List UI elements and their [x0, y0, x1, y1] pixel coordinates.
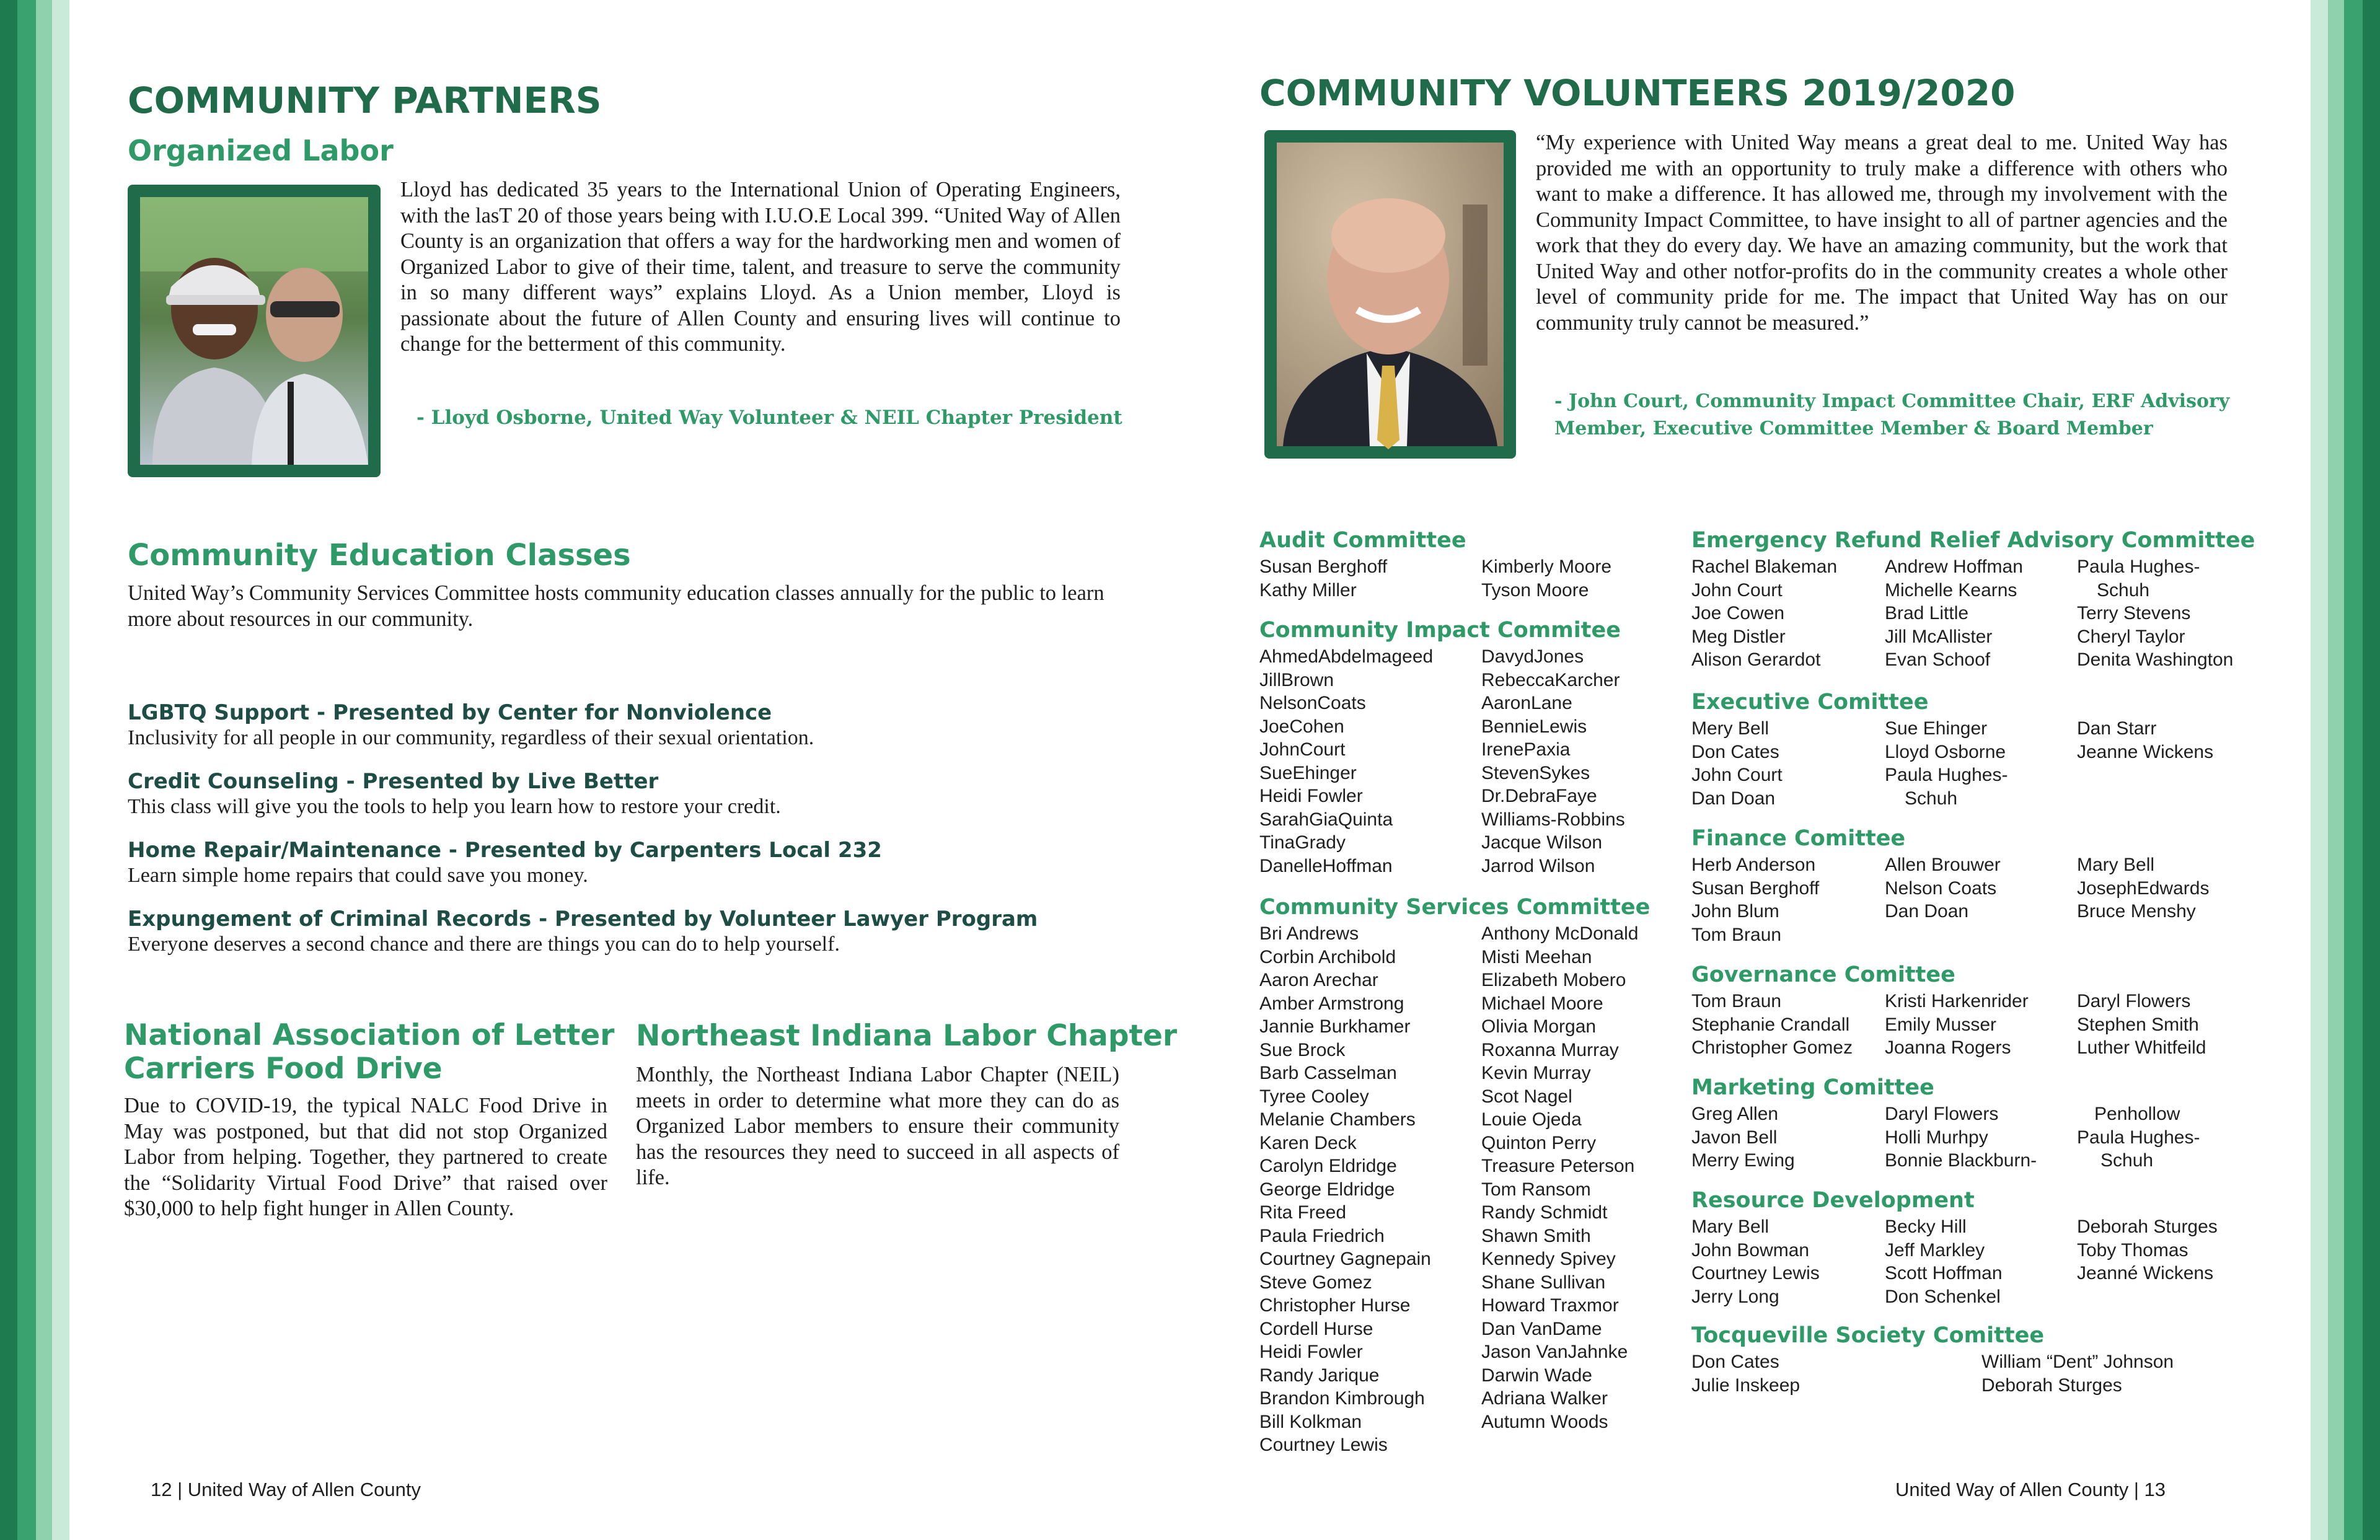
- community-impact-committee: [1259, 618, 1625, 876]
- committee-member: Dan VanDame: [1481, 1318, 1602, 1339]
- class-item: [128, 769, 1144, 838]
- committee-member: Scott Hoffman: [1885, 1263, 2003, 1283]
- committee-col-2: [1885, 1102, 2037, 1173]
- committee-member: JohnCourt: [1259, 739, 1346, 760]
- class-item: [128, 838, 1144, 907]
- committee-member: Kristi Harkenrider: [1885, 991, 2029, 1011]
- committee-member: Herb Anderson: [1691, 855, 1816, 875]
- class-description: This class will give you the tools to help you learn how to restore your credit.: [128, 795, 781, 818]
- right-edge-stripe-1: [2363, 0, 2380, 1540]
- committee-title: Community Services Committee: [1259, 895, 1651, 920]
- neil-title: Northeast Indiana Labor Chapter: [636, 1019, 1178, 1053]
- committee-col-1: [1259, 645, 1433, 878]
- organized-labor-title: Organized Labor: [128, 134, 394, 167]
- committee-member: Scot Nagel: [1481, 1086, 1572, 1107]
- committee-member: AhmedAbdelmageed: [1259, 646, 1434, 667]
- committee-member: SarahGiaQuinta: [1259, 809, 1393, 830]
- committee-member: Alison Gerardot: [1691, 649, 1821, 670]
- committee-col-2: [1885, 555, 2023, 672]
- committee-member: Shane Sullivan: [1481, 1272, 1606, 1293]
- committee-member: Susan Berghoff: [1691, 878, 1820, 899]
- committee-member: Daryl Flowers: [1885, 1104, 1999, 1124]
- organized-labor-photo: [128, 185, 381, 477]
- committee-title: Audit Committee: [1259, 528, 1466, 553]
- committee-member: Kimberly Moore: [1481, 557, 1612, 577]
- committee-member: Paula Hughes-: [1885, 765, 2008, 785]
- left-edge-stripe-2: [17, 0, 36, 1540]
- committee-member: Jerry Long: [1691, 1286, 1779, 1307]
- committee-member: Merry Ewing: [1691, 1150, 1795, 1171]
- committee-member: Heidi Fowler: [1259, 1342, 1363, 1362]
- committee-member: Quinton Perry: [1481, 1132, 1597, 1153]
- committee-member: Anthony McDonald: [1481, 923, 1639, 944]
- left-page-heading: COMMUNITY PARTNERS: [128, 79, 602, 121]
- committee-member: Stephen Smith: [2077, 1014, 2199, 1035]
- committee-col-3: [2077, 1215, 2218, 1285]
- committee-member: Brandon Kimbrough: [1259, 1388, 1425, 1409]
- committee-member: Jeanne Wickens: [2077, 741, 2214, 762]
- class-title: Expungement of Criminal Records - Presented by Volunteer Lawyer Program: [128, 907, 1038, 931]
- committee-col-3: [2077, 990, 2206, 1060]
- resource-development-committee: [1691, 1188, 2218, 1307]
- committee-member: Jannie Burkhamer: [1259, 1016, 1411, 1037]
- committee-col-1: [1691, 1350, 1800, 1397]
- committee-col-1: [1691, 990, 1853, 1060]
- committee-member: Olivia Morgan: [1481, 1016, 1597, 1037]
- committee-col-2: [1885, 853, 2001, 923]
- committee-member: Christopher Gomez: [1691, 1037, 1853, 1058]
- class-title: Credit Counseling - Presented by Live Better: [128, 769, 659, 794]
- executive-committee: [1691, 690, 2214, 809]
- committee-member: Treasure Peterson: [1481, 1156, 1635, 1176]
- committee-col-3: [2077, 1102, 2200, 1173]
- photo-john-court-portrait-icon: [1264, 130, 1516, 459]
- committee-member: Cordell Hurse: [1259, 1318, 1373, 1339]
- committee-col-3: [2077, 853, 2209, 923]
- committee-col-1: [1259, 555, 1387, 602]
- governance-committee: [1691, 962, 2206, 1058]
- committee-member: Kennedy Spivey: [1481, 1249, 1616, 1269]
- right-page-heading: COMMUNITY VOLUNTEERS 2019/2020: [1259, 72, 2016, 114]
- committee-member: Mary Bell: [2077, 855, 2155, 875]
- class-description: Learn simple home repairs that could save you money.: [128, 864, 588, 887]
- committee-member: Holli Murhpy: [1885, 1127, 1988, 1148]
- committee-member: Don Cates: [1691, 1352, 1779, 1372]
- john-court-quote: “My experience with United Way means a great deal to me. United Way has provided me with an opportunity to truly make a difference with others who want to make a difference. It has allowed me, through my involvement with the Community Impact Committee, to have insight to all of partner agencies and the work that they do every day. We have an amazing community, but the work that United Way and other notfor-profits do in the community creates a whole other level of community pride for me. The impact that United Way has on our community truly cannot be measured.”: [1536, 131, 2228, 335]
- community-services-committee: [1259, 895, 1651, 1455]
- john-court-attribution-line-1: - John Court, Community Impact Committee Chair, ERF Advisory: [1554, 390, 2230, 412]
- committee-member: Jason VanJahnke: [1481, 1342, 1628, 1362]
- committee-col-1: [1691, 555, 1837, 672]
- committee-member: Courtney Gagnepain: [1259, 1249, 1431, 1269]
- committee-member: StevenSykes: [1481, 762, 1590, 783]
- committee-member: Randy Schmidt: [1481, 1202, 1608, 1223]
- john-court-photo: [1264, 130, 1516, 459]
- committee-member: Becky Hill: [1885, 1217, 1967, 1237]
- committee-title: Emergency Refund Relief Advisory Committee: [1691, 528, 2255, 553]
- class-title: LGBTQ Support - Presented by Center for Nonviolence: [128, 700, 772, 725]
- committee-member: Deborah Sturges: [1981, 1375, 2122, 1396]
- committee-member: SueEhinger: [1259, 762, 1357, 783]
- committee-member: Kathy Miller: [1259, 579, 1357, 601]
- committee-title: Governance Comittee: [1691, 962, 1955, 987]
- committee-member: Jill McAllister: [1885, 626, 1993, 647]
- committee-member: Bonnie Blackburn-: [1885, 1150, 2037, 1171]
- right-edge-stripe-3: [2328, 0, 2344, 1540]
- committee-member: Denita Washington: [2077, 649, 2234, 670]
- committee-member: Heidi Fowler: [1259, 786, 1363, 806]
- committee-member: Michelle Kearns: [1885, 579, 2017, 601]
- nalc-title-line-2: Carriers Food Drive: [124, 1052, 443, 1086]
- nalc-body: Due to COVID-19, the typical NALC Food Drive in May was postponed, but that did not stop Organized Labor from helping. Together, they partnered to create the “Solidarity Virtual Food Drive” that raised over $30,000 to help fight hunger in Allen County.: [124, 1094, 607, 1220]
- committee-member: Toby Thomas: [2077, 1239, 2188, 1261]
- committee-col-1: [1691, 853, 1819, 946]
- committee-member: Aaron Arechar: [1259, 970, 1378, 990]
- committee-member: Tyree Cooley: [1259, 1086, 1369, 1107]
- committee-title: Marketing Comittee: [1691, 1075, 1934, 1100]
- committee-member: Dan Doan: [1885, 901, 1969, 922]
- committee-member: Stephanie Crandall: [1691, 1014, 1850, 1035]
- committee-member: Corbin Archibold: [1259, 946, 1396, 967]
- nalc-title: [124, 1019, 614, 1086]
- committee-member: John Court: [1691, 579, 1783, 601]
- committee-member: DavydJones: [1481, 646, 1584, 667]
- left-edge-stripe-1: [0, 0, 17, 1540]
- committee-member: Brad Little: [1885, 603, 1969, 623]
- committee-member: Paula Friedrich: [1259, 1225, 1385, 1246]
- erf-advisory-committee: [1691, 528, 2255, 670]
- committee-member: Shawn Smith: [1481, 1225, 1591, 1246]
- committee-member: Courtney Lewis: [1691, 1263, 1820, 1283]
- committee-member: Williams-Robbins: [1481, 809, 1625, 830]
- committee-member: Susan Berghoff: [1259, 557, 1388, 577]
- committee-title: Tocqueville Society Comittee: [1691, 1323, 2045, 1348]
- right-edge-stripe-2: [2344, 0, 2363, 1540]
- committee-member: RebeccaKarcher: [1481, 669, 1620, 690]
- committee-member: Don Schenkel: [1885, 1286, 2001, 1307]
- nalc-title-line-1: National Association of Letter: [124, 1018, 615, 1052]
- committee-col-3: [2077, 555, 2233, 672]
- education-intro: United Way’s Community Services Committee hosts community education classes annually for the public to learn more about resources in our community.: [128, 581, 1104, 631]
- committee-member: Roxanna Murray: [1481, 1039, 1619, 1060]
- committee-title: Resource Development: [1691, 1188, 1975, 1213]
- committee-member: Cheryl Taylor: [2077, 626, 2185, 647]
- committee-member: Karen Deck: [1259, 1132, 1357, 1153]
- committee-member: Deborah Sturges: [2077, 1217, 2218, 1237]
- committee-member: Jeanné Wickens: [2077, 1263, 2214, 1283]
- committee-member: Michael Moore: [1481, 993, 1603, 1014]
- committee-member: Mary Bell: [1691, 1217, 1770, 1237]
- committee-member: Joanna Rogers: [1885, 1037, 2011, 1058]
- committee-col-2: [1885, 717, 2008, 810]
- committee-member: Rita Freed: [1259, 1202, 1347, 1223]
- committee-member: Evan Schoof: [1885, 649, 1991, 670]
- committee-member: Schuh: [1905, 788, 1958, 809]
- class-list: [128, 700, 1144, 975]
- john-court-attribution: [1554, 388, 2229, 442]
- committee-member: JosephEdwards: [2077, 878, 2210, 899]
- committee-member: Paula Hughes-: [2077, 1127, 2200, 1148]
- committee-member: Terry Stevens: [2077, 603, 2191, 623]
- neil-body: Monthly, the Northeast Indiana Labor Chapter (NEIL) meets in order to determine what more they can do as Organized Labor members to ensure their community has the resources they need to succeed in all aspects of life.: [636, 1063, 1119, 1189]
- committee-member: Dan Starr: [2077, 718, 2157, 739]
- committee-title: Executive Comittee: [1691, 690, 1929, 715]
- committee-title: Community Impact Commitee: [1259, 618, 1621, 643]
- committee-member: Autumn Woods: [1481, 1411, 1608, 1432]
- committee-member: Darwin Wade: [1481, 1365, 1592, 1386]
- finance-committee: [1691, 826, 2210, 945]
- tocqueville-society-committee: [1691, 1323, 2174, 1396]
- committee-member: William “Dent” Johnson: [1981, 1352, 2174, 1372]
- committee-member: Adriana Walker: [1481, 1388, 1608, 1409]
- committee-member: Penhollow: [2094, 1104, 2180, 1124]
- class-item: [128, 700, 1144, 769]
- committee-member: Kevin Murray: [1481, 1063, 1591, 1083]
- committee-member: NelsonCoats: [1259, 693, 1366, 713]
- committee-member: Howard Traxmor: [1481, 1295, 1619, 1316]
- committee-member: Jarrod Wilson: [1481, 855, 1595, 876]
- committee-member: John Court: [1691, 765, 1783, 785]
- committee-member: John Bowman: [1691, 1239, 1810, 1261]
- committee-member: Allen Brouwer: [1885, 855, 2001, 875]
- committee-member: Daryl Flowers: [2077, 991, 2191, 1011]
- committee-member: JoeCohen: [1259, 716, 1344, 737]
- committee-member: Joe Cowen: [1691, 603, 1785, 623]
- committee-col-2: [1885, 990, 2029, 1060]
- committee-col-2: [1981, 1350, 2174, 1397]
- committee-member: Julie Inskeep: [1691, 1375, 1800, 1396]
- committee-member: Schuh: [2097, 579, 2150, 601]
- committee-member: Sue Brock: [1259, 1039, 1346, 1060]
- left-edge-stripe-3: [36, 0, 52, 1540]
- committee-member: Emily Musser: [1885, 1014, 1997, 1035]
- committee-col-2: [1481, 645, 1625, 878]
- committee-member: Tom Braun: [1691, 924, 1782, 945]
- right-page-footer: United Way of Allen County | 13: [1895, 1479, 2166, 1500]
- committee-member: Don Cates: [1691, 741, 1779, 762]
- committee-member: JillBrown: [1259, 669, 1334, 690]
- photo-two-union-members-icon: [128, 185, 381, 477]
- committee-member: Tyson Moore: [1481, 579, 1589, 601]
- committee-col-2: [1885, 1215, 2003, 1308]
- committee-member: Dr.DebraFaye: [1481, 786, 1597, 806]
- committee-col-2: [1481, 922, 1638, 1433]
- right-edge-stripe-4: [2311, 0, 2328, 1540]
- committee-member: IrenePaxia: [1481, 739, 1571, 760]
- committee-member: Melanie Chambers: [1259, 1109, 1416, 1130]
- committee-col-1: [1691, 1102, 1795, 1173]
- committee-member: Jeff Markley: [1885, 1239, 1985, 1261]
- left-edge-stripe-4: [52, 0, 69, 1540]
- committee-member: DanelleHoffman: [1259, 855, 1393, 876]
- class-title: Home Repair/Maintenance - Presented by Carpenters Local 232: [128, 838, 882, 863]
- committee-member: Steve Gomez: [1259, 1272, 1372, 1293]
- committee-member: AaronLane: [1481, 693, 1572, 713]
- committee-member: Nelson Coats: [1885, 878, 1997, 899]
- organized-labor-attribution: - Lloyd Osborne, United Way Volunteer & NEIL Chapter President: [416, 407, 1122, 429]
- organized-labor-paragraph: Lloyd has dedicated 35 years to the International Union of Operating Engineers, with the lasT 20 of those years being with I.U.O.E Local 399. “United Way of Allen County is an organization that offers a way for the hardworking men and women of Organized Labor to give of their time, talent, and treasure to serve the community in so many different ways” explains Lloyd. As a Union member, Lloyd is passionate about the future of Allen County and ensuring lives will continue to change for the betterment of this community.: [400, 178, 1121, 356]
- committee-member: Misti Meehan: [1481, 946, 1592, 967]
- committee-member: Tom Braun: [1691, 991, 1782, 1011]
- committee-col-1: [1691, 717, 1783, 810]
- committee-member: Bri Andrews: [1259, 923, 1359, 944]
- committee-member: Louie Ojeda: [1481, 1109, 1582, 1130]
- committee-col-3: [2077, 717, 2213, 763]
- committee-member: Dan Doan: [1691, 788, 1776, 809]
- committee-member: Javon Bell: [1691, 1127, 1778, 1148]
- committee-member: Lloyd Osborne: [1885, 741, 2006, 762]
- committee-member: TinaGrady: [1259, 832, 1346, 853]
- committee-member: Mery Bell: [1691, 718, 1770, 739]
- committee-member: Andrew Hoffman: [1885, 557, 2023, 577]
- class-item: [128, 907, 1144, 975]
- committee-col-1: [1259, 922, 1431, 1457]
- committee-member: Greg Allen: [1691, 1104, 1779, 1124]
- committee-member: George Eldridge: [1259, 1179, 1395, 1200]
- committee-member: Randy Jarique: [1259, 1365, 1380, 1386]
- committee-col-2: [1481, 555, 1611, 602]
- class-description: Everyone deserves a second chance and there are things you can do to help yourself.: [128, 933, 840, 956]
- left-page-footer: 12 | United Way of Allen County: [151, 1479, 421, 1500]
- committee-member: Sue Ehinger: [1885, 718, 1988, 739]
- committee-member: Rachel Blakeman: [1691, 557, 1838, 577]
- committee-member: Elizabeth Mobero: [1481, 970, 1626, 990]
- committee-title: Finance Comittee: [1691, 826, 1906, 851]
- committee-member: John Blum: [1691, 901, 1779, 922]
- committee-member: Meg Distler: [1691, 626, 1786, 647]
- audit-committee: [1259, 528, 1612, 601]
- committee-member: Christopher Hurse: [1259, 1295, 1411, 1316]
- committee-member: Paula Hughes-: [2077, 557, 2200, 577]
- marketing-committee: [1691, 1075, 2200, 1171]
- committee-member: BennieLewis: [1481, 716, 1587, 737]
- john-court-attribution-line-2: Member, Executive Committee Member & Board Member: [1554, 418, 2153, 439]
- committee-member: Amber Armstrong: [1259, 993, 1404, 1014]
- committee-member: Carolyn Eldridge: [1259, 1156, 1397, 1176]
- committee-member: Bill Kolkman: [1259, 1411, 1362, 1432]
- committee-member: Barb Casselman: [1259, 1063, 1397, 1083]
- committee-member: Luther Whitfeild: [2077, 1037, 2206, 1058]
- committee-member: Jacque Wilson: [1481, 832, 1603, 853]
- committee-member: Bruce Menshy: [2077, 901, 2196, 922]
- committee-col-1: [1691, 1215, 1820, 1308]
- committee-member: Courtney Lewis: [1259, 1435, 1388, 1455]
- class-description: Inclusivity for all people in our community, regardless of their sexual orientation.: [128, 726, 814, 749]
- committee-member: Schuh: [2100, 1150, 2154, 1171]
- committee-member: Tom Ransom: [1481, 1179, 1591, 1200]
- education-title: Community Education Classes: [128, 538, 631, 573]
